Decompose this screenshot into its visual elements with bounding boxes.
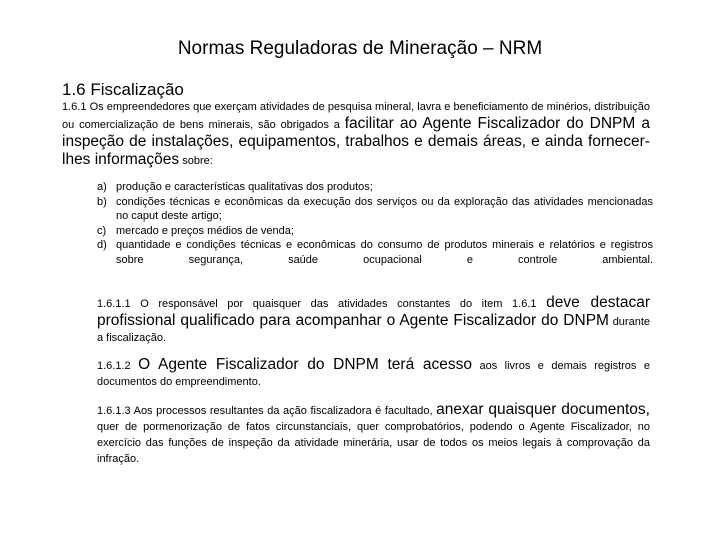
list-item-marker: d) [97, 239, 107, 251]
list-item-marker: a) [97, 181, 107, 193]
paragraph-1-6-1-2-text: 1.6.1.2 [97, 360, 131, 372]
list-item [97, 195, 653, 224]
list-item-marker: c) [97, 224, 107, 237]
paragraph-1-6-1-text: 1.6.1 Os empreendedores que exerçam atividades de pesquisa mineral, lavra e beneficiamento de minérios, distribuição ou comercialização de bens minerais, são obrigados a [62, 101, 650, 131]
paragraph-1-6-1-3-tail: quer de pormenorização de fatos circunstanciais, quer comprobatórios, podendo o Agente Fiscalizador, no exercício das funções de inspeção da atividade minerária, usar de todos os meios legais à comprovação da infração. [97, 421, 650, 465]
list-item-text: produção e características qualitativas dos produtos; [116, 181, 373, 193]
list-item [97, 238, 653, 267]
paragraph-1-6-1-emphasis: facilitar ao Agente Fiscalizador do DNPM a inspeção de instalações, equipamentos, trabalhos e demais áreas, e ainda fornecer-lhes informações [62, 115, 651, 168]
page-title: Normas Reguladoras de Mineração – NRM [177, 38, 543, 59]
paragraph-1-6-1-1-text: 1.6.1.1 O responsável por quaisquer das atividades constantes do item 1.6.1 [97, 298, 537, 310]
paragraph-1-6-1-3 [97, 401, 650, 467]
requirements-list [97, 180, 653, 267]
paragraph-1-6-1-2-tail: aos livros e demais registros e documentos do empreendimento. [97, 360, 650, 388]
paragraph-1-6-1-1-emphasis: deve destacar profissional qualificado para acompanhar o Agente Fiscalizador do DNPM [97, 294, 651, 329]
list-item [97, 224, 653, 239]
paragraph-1-6-1-1 [97, 294, 650, 346]
paragraph-1-6-1-2 [97, 356, 650, 390]
list-item-text: quantidade e condições técnicas e econômicas do consumo de produtos minerais e relatórios e registros sobre segurança, saúde ocupacional e controle ambiental. [116, 239, 653, 266]
list-item-marker: b) [97, 195, 107, 208]
list-item [97, 180, 653, 195]
paragraph-1-6-1-2-emphasis: O Agente Fiscalizador do DNPM terá acesso [138, 356, 473, 373]
section-heading: 1.6 Fiscalização [62, 80, 184, 99]
paragraph-1-6-1 [62, 100, 650, 169]
paragraph-1-6-1-3-emphasis: anexar quaisquer documentos, [436, 401, 650, 418]
paragraph-1-6-1-tail: sobre: [182, 155, 213, 167]
list-item-text: condições técnicas e econômicas da execução dos serviços ou da exploração das atividades mencionadas no caput deste artigo; [116, 195, 653, 222]
list-item-text: mercado e preços médios de venda; [116, 224, 294, 237]
paragraph-1-6-1-3-text: 1.6.1.3 Aos processos resultantes da ação fiscalizadora é facultado, [97, 405, 433, 417]
paragraph-1-6-1-1-tail: durante a fiscalização. [97, 316, 650, 344]
